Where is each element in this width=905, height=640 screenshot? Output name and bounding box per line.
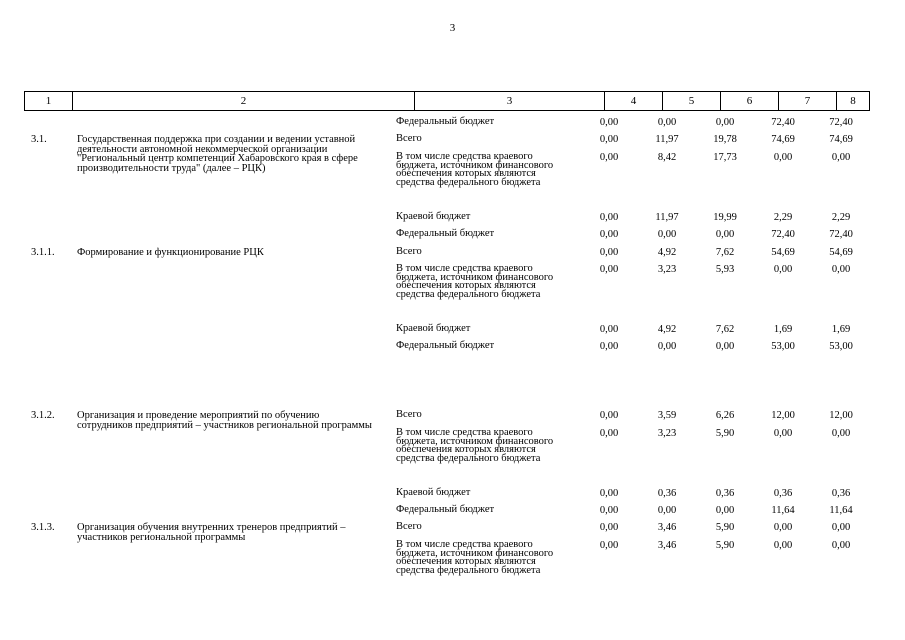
value-cell: 54,69: [771, 247, 795, 258]
source-label: Федеральный бюджет: [396, 504, 495, 515]
value-cell: 0,00: [599, 428, 619, 439]
source-label: Краевой бюджет: [396, 323, 471, 334]
header-col-4: 4: [604, 92, 662, 110]
value-cell: 0,00: [599, 212, 619, 223]
item-code: 3.1.: [31, 134, 47, 145]
value-cell: 0,00: [773, 540, 793, 551]
value-cell: 4,92: [657, 247, 677, 258]
header-col-7: 7: [778, 92, 836, 110]
value-cell: 0,00: [599, 134, 619, 145]
value-cell: 0,00: [831, 428, 851, 439]
value-cell: 6,26: [715, 410, 735, 421]
value-cell: 2,29: [773, 212, 793, 223]
value-cell: 0,00: [773, 152, 793, 163]
value-cell: 4,92: [657, 324, 677, 335]
header-col-3: 3: [414, 92, 604, 110]
source-label: Федеральный бюджет: [396, 228, 495, 239]
value-cell: 0,00: [599, 152, 619, 163]
value-cell: 0,36: [773, 488, 793, 499]
value-cell: 1,69: [831, 324, 851, 335]
value-cell: 53,00: [771, 341, 795, 352]
value-cell: 17,73: [713, 152, 737, 163]
value-cell: 0,00: [599, 264, 619, 275]
value-cell: 0,00: [599, 341, 619, 352]
item-description: Формирование и функционирование РЦК: [77, 247, 264, 258]
source-label: В том числе средства краевого бюджета, источником финансового обеспечения которых являются средства федерального бюджета: [396, 427, 554, 464]
header-col-6: 6: [720, 92, 778, 110]
value-cell: 12,00: [829, 410, 853, 421]
value-cell: 11,97: [655, 134, 679, 145]
header-col-5: 5: [662, 92, 720, 110]
value-cell: 0,00: [831, 522, 851, 533]
value-cell: 0,00: [599, 540, 619, 551]
value-cell: 0,00: [657, 341, 677, 352]
source-label: В том числе средства краевого бюджета, источником финансового обеспечения которых являются средства федерального бюджета: [396, 263, 554, 300]
value-cell: 5,93: [715, 264, 735, 275]
value-cell: 54,69: [829, 247, 853, 258]
value-cell: 0,36: [831, 488, 851, 499]
value-cell: 3,59: [657, 410, 677, 421]
value-cell: 3,46: [657, 540, 677, 551]
value-cell: 8,42: [657, 152, 677, 163]
item-description: Организация и проведение мероприятий по обучению сотрудников предприятий – участников региональной программы: [77, 410, 372, 431]
value-cell: 0,00: [599, 247, 619, 258]
source-label: Краевой бюджет: [396, 211, 471, 222]
source-label: Федеральный бюджет: [396, 116, 495, 127]
value-cell: 0,00: [715, 117, 735, 128]
value-cell: 0,00: [831, 540, 851, 551]
value-cell: 5,90: [715, 428, 735, 439]
value-cell: 0,00: [657, 117, 677, 128]
value-cell: 0,00: [773, 264, 793, 275]
value-cell: 7,62: [715, 324, 735, 335]
value-cell: 0,36: [715, 488, 735, 499]
value-cell: 7,62: [715, 247, 735, 258]
value-cell: 72,40: [771, 229, 795, 240]
value-cell: 0,00: [657, 229, 677, 240]
value-cell: 0,00: [715, 229, 735, 240]
value-cell: 0,00: [831, 152, 851, 163]
source-label: Всего: [396, 521, 422, 532]
value-cell: 3,46: [657, 522, 677, 533]
item-code: 3.1.3.: [31, 522, 55, 533]
source-label: Всего: [396, 133, 422, 144]
value-cell: 11,64: [829, 505, 853, 516]
value-cell: 72,40: [829, 229, 853, 240]
item-code: 3.1.1.: [31, 247, 55, 258]
value-cell: 0,36: [657, 488, 677, 499]
value-cell: 19,99: [713, 212, 737, 223]
value-cell: 0,00: [599, 505, 619, 516]
value-cell: 53,00: [829, 341, 853, 352]
value-cell: 1,69: [773, 324, 793, 335]
value-cell: 0,00: [715, 505, 735, 516]
header-col-1: 1: [45, 95, 52, 107]
value-cell: 0,00: [599, 410, 619, 421]
source-label: В том числе средства краевого бюджета, источником финансового обеспечения которых являются средства федерального бюджета: [396, 151, 554, 188]
source-label: Всего: [396, 409, 422, 420]
source-label: В том числе средства краевого бюджета, источником финансового обеспечения которых являются средства федерального бюджета: [396, 539, 554, 576]
value-cell: 19,78: [713, 134, 737, 145]
value-cell: 74,69: [829, 134, 853, 145]
value-cell: 0,00: [599, 229, 619, 240]
value-cell: 12,00: [771, 410, 795, 421]
value-cell: 74,69: [771, 134, 795, 145]
source-label: Краевой бюджет: [396, 487, 471, 498]
value-cell: 3,23: [657, 428, 677, 439]
item-description: Государственная поддержка при создании и ведении уставной деятельности автономной некоммерческой организации "Региональный центр компетенций Хабаровского края в сфере производительности труда" (далее – РЦК): [77, 134, 358, 174]
value-cell: 0,00: [773, 522, 793, 533]
value-cell: 0,00: [715, 341, 735, 352]
value-cell: 5,90: [715, 540, 735, 551]
item-code: 3.1.2.: [31, 410, 55, 421]
value-cell: 72,40: [829, 117, 853, 128]
value-cell: 0,00: [599, 488, 619, 499]
value-cell: 11,97: [655, 212, 679, 223]
value-cell: 2,29: [831, 212, 851, 223]
item-description: Организация обучения внутренних тренеров предприятий – участников региональной программы: [77, 522, 346, 543]
header-col-2: 2: [72, 92, 414, 110]
header-col-8: 8: [836, 92, 869, 110]
value-cell: 72,40: [771, 117, 795, 128]
value-cell: 0,00: [599, 522, 619, 533]
value-cell: 0,00: [599, 117, 619, 128]
value-cell: 5,90: [715, 522, 735, 533]
page-number: 3: [449, 22, 456, 34]
value-cell: 11,64: [771, 505, 795, 516]
table-header: [24, 91, 870, 111]
value-cell: 0,00: [773, 428, 793, 439]
value-cell: 0,00: [831, 264, 851, 275]
source-label: Всего: [396, 246, 422, 257]
value-cell: 0,00: [599, 324, 619, 335]
value-cell: 3,23: [657, 264, 677, 275]
value-cell: 0,00: [657, 505, 677, 516]
source-label: Федеральный бюджет: [396, 340, 495, 351]
